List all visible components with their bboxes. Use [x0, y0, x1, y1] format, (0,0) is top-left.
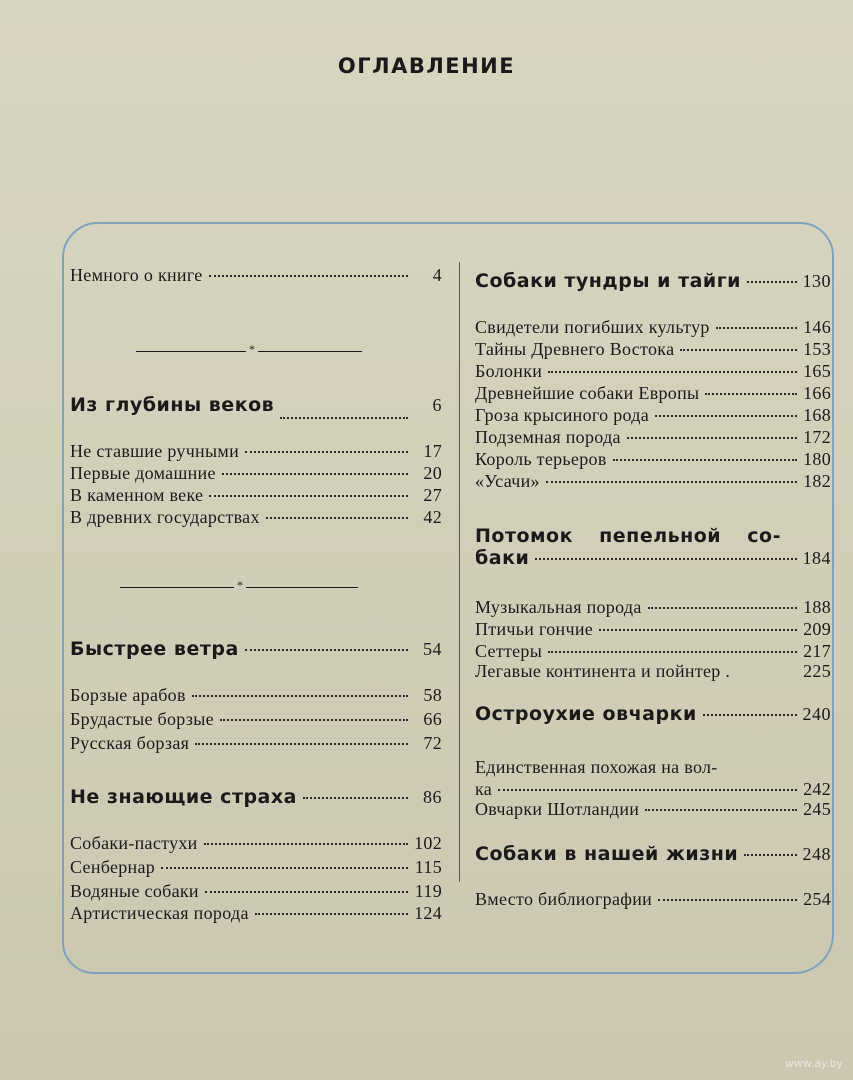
section-title: Не знающие страха [70, 786, 297, 808]
entry-title: Болонки [475, 361, 543, 381]
dot-leader [205, 891, 408, 893]
section-title: Собаки тундры и тайги [475, 270, 741, 292]
toc-entry [475, 618, 831, 640]
dot-leader [303, 797, 408, 799]
entry-title: «Усачи» [475, 471, 540, 491]
entry-title-line2 [475, 778, 831, 800]
dot-leader [535, 558, 796, 560]
entry-page: 119 [414, 881, 442, 901]
dot-leader [747, 281, 797, 283]
entry-title: Вместо библиографии [475, 889, 653, 909]
section-title: Собаки в нашей жизни [475, 843, 739, 865]
toc-entry [475, 360, 831, 382]
dot-leader [648, 607, 797, 609]
section-title: Остроухие овчарки [475, 703, 697, 725]
section-title-word: со- [747, 525, 781, 547]
section-page: 184 [802, 548, 831, 568]
toc-section-1 [70, 394, 442, 416]
entry-title: Немного о книге [70, 265, 203, 285]
separator-rule [246, 587, 358, 588]
contents-heading: ОГЛАВЛЕНИЕ [337, 54, 516, 78]
dot-leader [599, 629, 797, 631]
toc-entry-wrapped [475, 756, 831, 800]
entry-page: 124 [414, 903, 442, 923]
entry-page: 254 [803, 889, 831, 909]
entry-title: Сеттеры [475, 641, 543, 661]
dot-leader [546, 481, 797, 483]
toc-entry [70, 902, 442, 924]
entry-title: Артистическая порода [70, 903, 249, 923]
dot-leader [658, 899, 797, 901]
entry-title-line1: Единственная похожая на вол- [475, 757, 718, 777]
entry-title: Легавые континента и пойнтер . [475, 661, 731, 681]
dot-leader [222, 473, 408, 475]
entry-page: 58 [423, 685, 442, 705]
toc-entry [475, 660, 831, 682]
toc-entry [475, 338, 831, 360]
separator-rule [120, 587, 234, 588]
entry-page: 225 [803, 661, 831, 681]
entry-page: 180 [803, 449, 831, 469]
column-divider [459, 262, 460, 882]
entry-page: 217 [803, 641, 831, 661]
dot-leader [280, 417, 408, 419]
toc-entry [70, 880, 442, 902]
section-title-continuation: баки [475, 547, 530, 569]
section-page: 240 [802, 704, 831, 724]
toc-entry-intro [70, 264, 442, 286]
separator-star-glyph: * [237, 578, 243, 592]
toc-entry [70, 732, 442, 754]
entry-title: Подземная порода [475, 427, 621, 447]
toc-entry-bibliography [475, 888, 831, 910]
entry-title: Борзые арабов [70, 685, 186, 705]
dot-leader [655, 415, 797, 417]
toc-entry [70, 484, 442, 506]
entry-page: 166 [803, 383, 831, 403]
entry-title: Король терьеров [475, 449, 607, 469]
section-title-word: пепельной [599, 525, 722, 547]
toc-entry [475, 426, 831, 448]
section-title: Из глубины веков [70, 394, 275, 416]
section-page: 86 [423, 787, 442, 807]
dot-leader [744, 854, 796, 856]
entry-title: Тайны Древнего Востока [475, 339, 675, 359]
entry-title: В каменном веке [70, 485, 204, 505]
entry-page: 115 [414, 857, 442, 877]
section-title: Быстрее ветра [70, 638, 239, 660]
toc-section-2 [70, 638, 442, 660]
toc-entry [475, 798, 831, 820]
dot-leader [209, 275, 408, 277]
entry-page: 188 [803, 597, 831, 617]
entry-page: 20 [423, 463, 442, 483]
toc-section-5 [475, 525, 831, 569]
dot-leader [627, 437, 797, 439]
separator-star [136, 344, 362, 358]
toc-entry [475, 448, 831, 470]
dot-leader [195, 743, 408, 745]
entry-title: Русская борзая [70, 733, 190, 753]
toc-entry [70, 462, 442, 484]
section-title-line2 [475, 547, 831, 569]
toc-entry [475, 382, 831, 404]
section-page: 130 [802, 271, 831, 291]
entry-page: 17 [423, 441, 442, 461]
section-title-line1 [475, 525, 781, 547]
section-page: 54 [423, 639, 442, 659]
entry-title: Водяные собаки [70, 881, 199, 901]
toc-entry [70, 684, 442, 706]
toc-entry [475, 316, 831, 338]
dot-leader [498, 789, 797, 791]
entry-page: 102 [414, 833, 442, 853]
toc-entry [70, 708, 442, 730]
entry-title: Птичьи гончие [475, 619, 594, 639]
entry-page: 4 [432, 265, 442, 285]
separator-star-glyph: * [249, 342, 255, 356]
dot-leader [613, 459, 797, 461]
entry-title: Древнейшие собаки Европы [475, 383, 700, 403]
dot-leader [680, 349, 797, 351]
toc-entry [475, 470, 831, 492]
toc-section-4 [475, 270, 831, 292]
entry-page: 153 [803, 339, 831, 359]
dot-leader [548, 651, 797, 653]
entry-page: 66 [423, 709, 442, 729]
entry-title: В древних государствах [70, 507, 260, 527]
dot-leader [245, 451, 408, 453]
dot-leader [266, 517, 408, 519]
section-page: 248 [802, 844, 831, 864]
dot-leader [209, 495, 408, 497]
entry-page: 245 [803, 799, 831, 819]
entry-title: Не ставшие ручными [70, 441, 239, 461]
entry-title: Брудастые борзые [70, 709, 214, 729]
entry-title: Собаки-пастухи [70, 833, 198, 853]
entry-page: 209 [803, 619, 831, 639]
dot-leader [220, 719, 408, 721]
separator-rule [258, 351, 362, 352]
toc-section-3 [70, 786, 442, 808]
dot-leader [703, 714, 797, 716]
separator-star [120, 580, 358, 594]
dot-leader [705, 393, 797, 395]
dot-leader [255, 913, 408, 915]
section-title-word: Потомок [475, 525, 573, 547]
entry-page: 168 [803, 405, 831, 425]
dot-leader [204, 843, 408, 845]
toc-entry [475, 404, 831, 426]
dot-leader [645, 809, 797, 811]
toc-entry [70, 856, 442, 878]
entry-page: 182 [803, 471, 831, 491]
toc-entry [70, 832, 442, 854]
entry-title: Свидетели погибших культур [475, 317, 710, 337]
toc-section-6 [475, 703, 831, 725]
entry-title-continuation: ка [475, 779, 493, 799]
toc-entry [70, 440, 442, 462]
entry-page: 42 [423, 507, 442, 527]
dot-leader [716, 327, 797, 329]
entry-page: 72 [423, 733, 442, 753]
entry-page: 146 [803, 317, 831, 337]
entry-page: 172 [803, 427, 831, 447]
toc-section-7 [475, 843, 831, 865]
entry-title: Овчарки Шотландии [475, 799, 640, 819]
entry-title: Первые домашние [70, 463, 216, 483]
section-page: 6 [432, 395, 442, 415]
toc-entry [475, 596, 831, 618]
entry-page: 165 [803, 361, 831, 381]
dot-leader [161, 867, 408, 869]
dot-leader [192, 695, 408, 697]
dot-leader [548, 371, 797, 373]
entry-page: 27 [423, 485, 442, 505]
toc-entry [475, 640, 831, 662]
toc-entry [70, 506, 442, 528]
entry-page: 242 [803, 779, 831, 799]
entry-title: Сенбернар [70, 857, 156, 877]
entry-title: Музыкальная порода [475, 597, 642, 617]
dot-leader [245, 649, 408, 651]
entry-title: Гроза крысиного рода [475, 405, 650, 425]
watermark: www.ay.by [784, 1057, 843, 1070]
separator-rule [136, 351, 246, 352]
